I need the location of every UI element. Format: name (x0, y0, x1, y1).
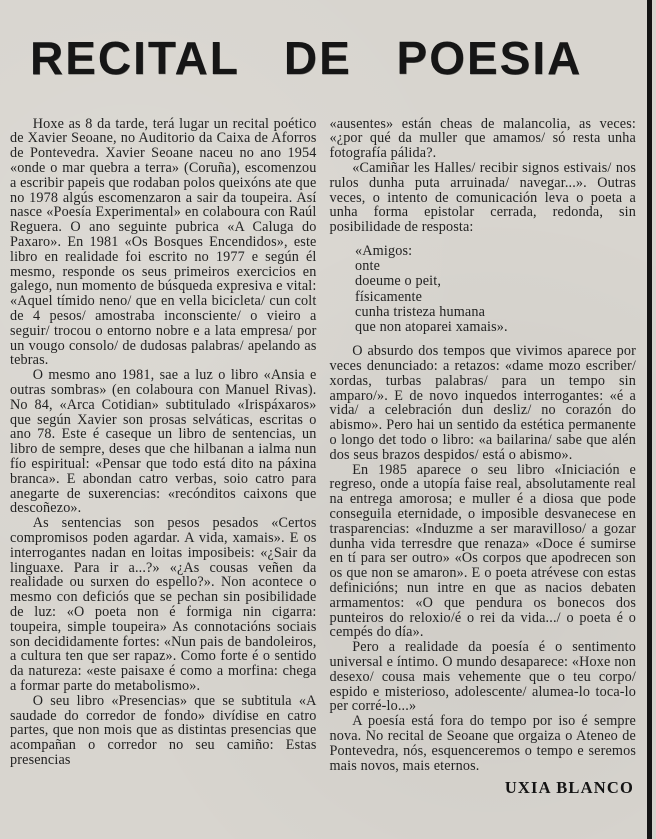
article-column-left (10, 117, 317, 797)
poem-line: «Amigos: (355, 243, 413, 259)
article-byline: UXIA BLANCO (504, 778, 634, 798)
article-column-right (330, 117, 637, 797)
poem-block (355, 244, 636, 335)
poem-line: doeume o peit, (355, 273, 442, 290)
paragraph: O absurdo dos tempos que vivimos aparece por veces denunciado: a retazos: «dame mozo escriber/ xordas, turbas palabras/ para un tempo sin amparo/». E de novo inquedos interrogantes: «é a vida/ a celebración dun desliz/ no corazón do abismo». Pero hai un sentido da estética permanente o longo det todo o libro: «a bailarina/ sabe que alén dos seus brazos despidos/ está o abismo». (329, 343, 636, 463)
article-title: RECITAL DE POESIA (30, 31, 583, 84)
paragraph: «Camiñar les Halles/ recibir signos estivais/ nos rulos dunha puta arruinada/ navegar...». Outras veces, o intento de comunicación leva o poeta a unha forma epistolar cerrada, redonda, sin posibilidade de resposta: (329, 160, 636, 236)
paragraph-continuation: «ausentes» están cheas de malancolia, as veces: «¿por qué da muller que amamos/ só resta unha fotografía pálida?. (329, 115, 636, 162)
paragraph: En 1985 aparece o seu libro «Iniciación e regreso, onde a utopía faise real, absolutamente real na entrega amorosa; e muller é a diosa que pode conseguila eternidade, o imposible desvanecese en trasparencias: «Induzme a ser maravilloso/ a gozar dunha vida terresdre que renaza» «Doce é sumirse en tí para ser outro» «Os corpos que apodrecen son os que non se amaron». E o poeta atrévese con estas definicións; nun intre en que as nacios debaten armamentos: «O que pendura os bonecos dos punteiros do reloxio/é o rei da vida.../ o poeta é o cempés do día». (329, 461, 636, 641)
poem-line: físicamente (355, 288, 423, 305)
poem-line: onte (355, 258, 381, 275)
paragraph: Pero a realidade da poesía é o sentimento universal e íntimo. O mundo desaparece: «Hoxe non desexo/ cousa mais vehemente que o teu corpo/ espido e misterioso, adolescente/ alumea-lo toca-lo per corré-lo...» (329, 639, 636, 715)
paragraph: As sentencias son pesos pesados «Certos compromisos poden agardar. A vida, xamais». E os interrogantes nadan en loitas imposibeis: «¿Sair da linguaxe. Para ir a...?» «¿As cousas veñen da realidade ou surxen do espello?». Non acontece o mesmo con deficiós que se pechan sin posibilidade de luz: «O poeta non é formiga nin cigarra: toupeira, simple toupeira» As connotacións sociais son decididamente fortes: «Nun pais de bandoleiros, a cultura ten que ser rapaz». Como forte é o sentido da natureza: «este paisaxe é como a morfina: chega a formar parte do metabolismo». (10, 515, 317, 694)
article-body (0, 113, 656, 797)
paragraph: A poesía está fora do tempo por iso é sempre nova. No recital de Seoane que orgaiza o Ateneo de Pontevedra, nós, esquenceremos o tempo e seremos mais novos, mais eternos. (329, 713, 636, 774)
poem-line: cunha tristeza humana (355, 303, 486, 320)
paragraph: O mesmo ano 1981, sae a luz o libro «Ansia e outras sombras» (en colaboura con Manuel Rivas). No 84, «Arca Cotidian» subtitulado «Irispáxaros» que según Xavier son prosas selváticas, escritas o ano 78. Este é caseque un libro de sentencias, un libro de sempre, deses que che hilbanan a ialma nun fío espiritual: «Pensar que todo está dito na páxina branca». E abondan catro verbas, soio catro para anegarte de suxerencias: «recónditos caixons que descoñezo». (10, 367, 317, 517)
poem-line: que non atoparei xamais». (355, 319, 508, 336)
vertical-rule (647, 0, 652, 839)
paragraph: Hoxe as 8 da tarde, terá lugar un recital poético de Xavier Seoane, no Auditorio da Caixa de Aforros de Pontevedra. Xavier Seoane naceu no ano 1954 «onde o mar quebra a terra» (Coruña), escomenzou a escribir papeis que rodaban polos queixóns ate que no 1978 algús escomenzaron a sair da toupeira. Así nasce «Poesía Experimental» en colaboura con Raúl Reguera. O ano seguinte pubrica «A Caluga do Paxaro». En 1981 «Os Bosques Encendidos», este libro en realidade foi escrito no 1977 e según él mesmo, responde os seus primeiros exercicios en galego, nun momento de búsqueda expresiva e vital: «Aquel tímido neno/ que en vella bicicleta/ cun colt de 4 pesos/ amostraba inconsciente/ o vieiro a seguir/ trocou o entorno nobre e a lata empresa/ por un vougo consolo/ de dudosas palabras/ apelando as tebras. (10, 115, 317, 369)
paragraph: O seu libro «Presencias» que se subtitula «A saudade do corredor de fondo» divídise en catro partes, que non mois que as distintas presencias que acompañan o corredor no seu camiño: Estas presencias (10, 692, 317, 768)
